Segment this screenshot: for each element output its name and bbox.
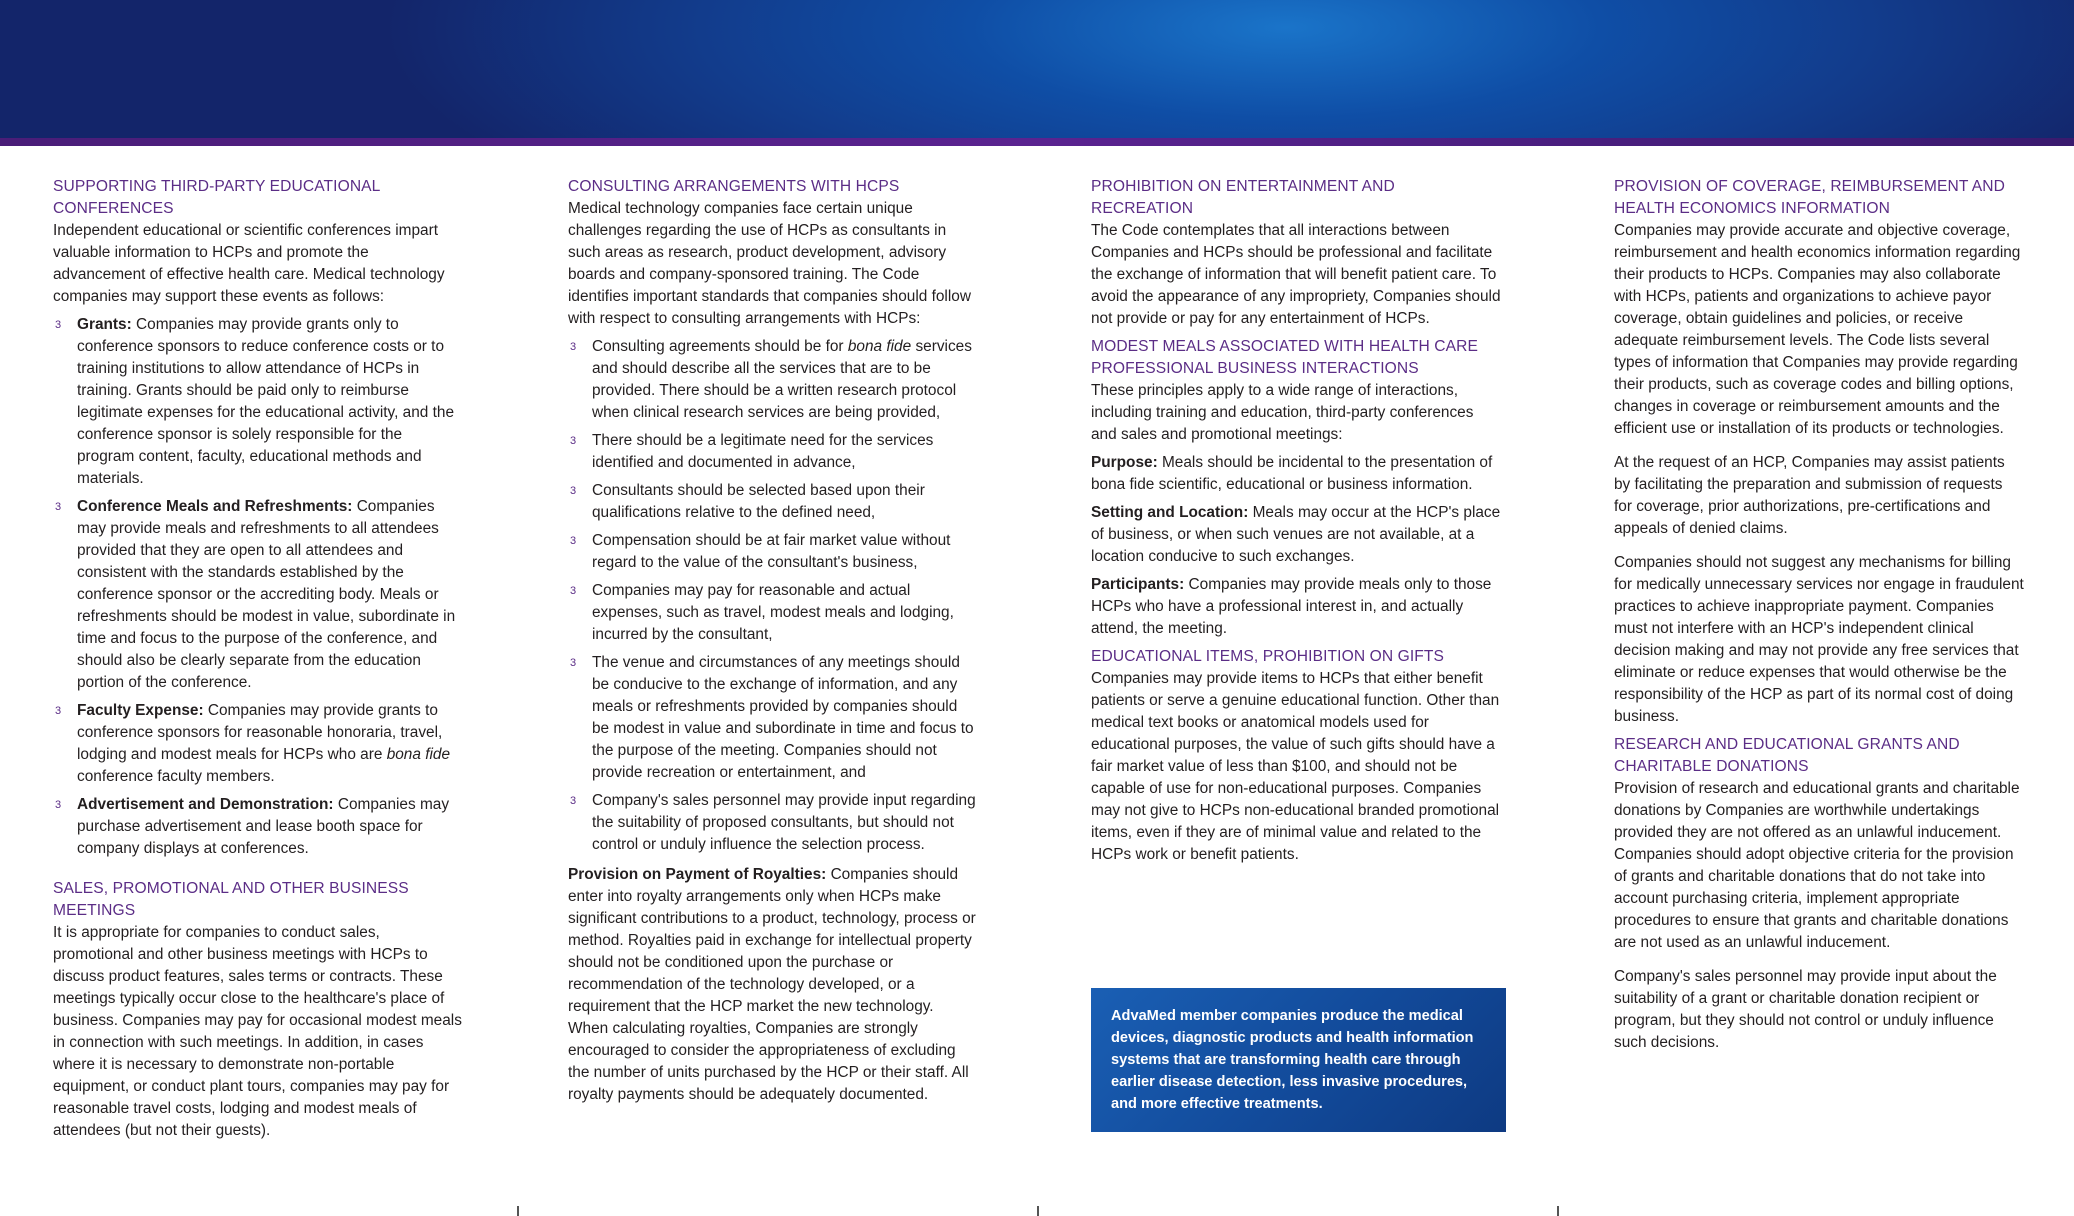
banner-stripe — [0, 138, 2074, 146]
list-item — [568, 480, 978, 524]
paragraph: Companies may provide accurate and objective coverage, reimbursement and health economics information regarding their products to HCPs. Companies may also collaborate with HCPs, patients and organizations to achieve payor coverage, obtain guidelines and policies, or receive adequate reimbursement levels. The Code lists several types of information that Companies may provide regarding their products, such as coverage codes and billing options, changes in coverage or reimbursement amounts and the efficient use or installation of its products or technologies. — [1614, 222, 2021, 437]
bullet-text: Companies may provide grants to conference sponsors for reasonable honoraria, travel, lodging and modest meals for HCPs who are — [77, 702, 443, 763]
list-item — [53, 496, 463, 694]
bullet-marker: 3 — [570, 795, 577, 807]
section-body: Companies may provide items to HCPs that either benefit patients or serve a genuine educational function. Other than medical text books or anatomical models used for educational purposes, the value of such gifts should have a fair market value of less than $100, and should not be capable of use for non-educational purposes. Companies may not give to HCPs non-educational branded promotional items, even if they are of minimal value and related to the HCPs work or benefit patients. — [1091, 670, 1500, 863]
section-heading: SALES, PROMOTIONAL AND OTHER BUSINESS MEETINGS — [53, 880, 409, 919]
meal-item — [1091, 502, 1501, 568]
meal-item-title: Participants: — [1091, 576, 1185, 593]
paragraph: Companies should not suggest any mechanisms for billing for medically unnecessary services nor engage in fraudulent practices to achieve inappropriate payment. Companies must not interfere with an HCP's independent clinical decision making and may not provide any free services that eliminate or reduce expenses that would otherwise be the responsibility of the HCP as part of its normal cost of doing business. — [1614, 554, 2024, 725]
bullet-italic: bona fide — [386, 746, 451, 763]
royalties-body: Companies should enter into royalty arrangements only when HCPs make significant contributions to a product, technology, process or method. Royalties paid in exchange for intellectual property should not be conditioned upon the purchase or recommendation of the technology developed, or a requirement that the HCP market the new technology. When calculating royalties, Companies are strongly encouraged to consider the appropriateness of excluding the number of units purchased by the HCP or their staff. All royalty payments should be adequately documented. — [568, 866, 976, 1103]
column-2 — [568, 176, 978, 1112]
list-item — [568, 580, 978, 646]
list-item — [568, 790, 978, 856]
section-body: The Code contemplates that all interactions between Companies and HCPs should be professional and facilitate the exchange of information that will benefit patient care. To avoid the appearance of any impropriety, Companies should not provide or pay for any entertainment of HCPs. — [1091, 222, 1501, 327]
meal-item-body: Companies may provide meals only to those HCPs who have a professional interest in, and actually attend, the meeting. — [1091, 576, 1492, 637]
bullet-title: Advertisement and Demonstration: — [77, 796, 334, 813]
list-item — [53, 314, 463, 490]
bullet-title: Faculty Expense: — [77, 702, 204, 719]
bullet-marker: 3 — [570, 585, 577, 597]
list-item — [568, 652, 978, 784]
paragraph: At the request of an HCP, Companies may assist patients by facilitating the preparation and submission of requests for coverage, prior authorizations, pre-certifications and appeals of denied claims. — [1614, 454, 2005, 537]
bullet-list — [53, 314, 463, 860]
royalties-title: Provision on Payment of Royalties: — [568, 866, 827, 883]
column-4 — [1614, 176, 2024, 1060]
royalties-paragraph — [568, 864, 978, 1106]
column-1 — [53, 176, 463, 1148]
bullet-marker: 3 — [55, 319, 62, 331]
section-heading: SUPPORTING THIRD-PARTY EDUCATIONAL CONFERENCES — [53, 178, 380, 217]
meal-item — [1091, 574, 1501, 640]
section-body: Medical technology companies face certain unique challenges regarding the use of HCPs as consultants in such areas as research, product development, advisory boards and company-sponsored training. The Code identifies important standards that companies should follow with respect to consulting arrangements with HCPs: — [568, 200, 971, 327]
meal-item-title: Purpose: — [1091, 454, 1158, 471]
bullet-text: Companies may purchase advertisement and lease booth space for company displays at conferences. — [77, 796, 450, 857]
page-fold-mark — [517, 1206, 519, 1216]
list-item — [53, 700, 463, 788]
bullet-title: Grants: — [77, 316, 132, 333]
paragraph: Provision of research and educational grants and charitable donations by Companies are worthwhile undertakings provided they are not offered as an unlawful inducement. Companies should adopt objective criteria for the provision of grants and charitable donations that do not take into account purchasing criteria, implement appropriate procedures to ensure that grants and charitable donations are not used as an unlawful inducement. — [1614, 780, 2020, 951]
page-fold-mark — [1037, 1206, 1039, 1216]
section-body: Independent educational or scientific conferences impart valuable information to HCPs and promote the advancement of effective health care. Medical technology companies may support these events as follows: — [53, 222, 445, 305]
section-heading: MODEST MEALS ASSOCIATED WITH HEALTH CARE PROFESSIONAL BUSINESS INTERACTIONS — [1091, 338, 1478, 377]
bullet-text: The venue and circumstances of any meetings should be conducive to the exchange of information, and any meals or refreshments provided by companies should be modest in value and subordinate in time and focus to the purpose of the meeting. Companies should not provide recreation or entertainment, and — [592, 654, 974, 781]
list-item — [568, 530, 978, 574]
bullet-marker: 3 — [570, 657, 577, 669]
bullet-text: Companies may provide grants only to conference sponsors to reduce conference costs or to training institutions to allow attendance of HCPs in training. Grants should be paid only to reimburse legitimate expenses for the educational activity, and the conference sponsor is solely responsible for the program content, faculty, educational methods and materials. — [77, 316, 455, 487]
meal-item — [1091, 452, 1501, 496]
bullet-text: Companies may pay for reasonable and actual expenses, such as travel, modest meals and lodging, incurred by the consultant, — [592, 582, 954, 643]
bullet-text: Consulting agreements should be for — [592, 338, 844, 355]
bullet-marker: 3 — [570, 341, 577, 353]
section-heading: RESEARCH AND EDUCATIONAL GRANTS AND CHARITABLE DONATIONS — [1614, 736, 1960, 775]
bullet-text: Compensation should be at fair market value without regard to the value of the consultant's business, — [592, 532, 951, 571]
meal-item-body: Meals should be incidental to the presentation of bona fide scientific, educational or business information. — [1091, 454, 1493, 493]
bullet-marker: 3 — [55, 799, 62, 811]
bullet-marker: 3 — [55, 705, 62, 717]
section-heading: PROVISION OF COVERAGE, REIMBURSEMENT AND HEALTH ECONOMICS INFORMATION — [1614, 178, 2006, 217]
bullet-list — [568, 336, 978, 856]
list-item — [53, 794, 463, 860]
bullet-text-end: services and should describe all the services that are to be provided. There should be a written research protocol when clinical research services are being provided, — [592, 338, 972, 421]
section-body: These principles apply to a wide range of interactions, including training and education, third-party conferences and sales and promotional meetings: — [1091, 382, 1474, 443]
bullet-marker: 3 — [570, 485, 577, 497]
bullet-text-end: conference faculty members. — [77, 768, 275, 785]
section-heading: EDUCATIONAL ITEMS, PROHIBITION ON GIFTS — [1091, 648, 1445, 665]
section-heading: PROHIBITION ON ENTERTAINMENT AND RECREATION — [1091, 178, 1395, 217]
callout-box: AdvaMed member companies produce the medical devices, diagnostic products and health information systems that are transforming health care through earlier disease detection, less invasive procedures, and more effective treatments. — [1091, 988, 1506, 1132]
bullet-marker: 3 — [570, 535, 577, 547]
bullet-marker: 3 — [570, 435, 577, 447]
meal-item-title: Setting and Location: — [1091, 504, 1249, 521]
paragraph: Company's sales personnel may provide input about the suitability of a grant or charitable donation recipient or program, but they should not control or unduly influence such decisions. — [1614, 968, 1997, 1051]
bullet-italic: bona fide — [847, 338, 912, 355]
list-item — [568, 430, 978, 474]
bullet-title: Conference Meals and Refreshments: — [77, 498, 353, 515]
meal-item-body: Meals may occur at the HCP's place of business, or when such venues are not available, at a location conducive to such exchanges. — [1091, 504, 1501, 565]
column-3 — [1091, 176, 1501, 872]
bullet-text: Companies may provide meals and refreshments to all attendees provided that they are open to all attendees and consistent with the standards established by the conference sponsor or the accrediting body. Meals or refreshments should be modest in value, subordinate in time and focus to the purpose of the conference, and should also be clearly separate from the education portion of the conference. — [77, 498, 456, 691]
section-body: It is appropriate for companies to conduct sales, promotional and other business meetings with HCPs to discuss product features, sales terms or contracts. These meetings typically occur close to the healthcare's place of business. Companies may pay for occasional modest meals in connection with such meetings. In addition, in cases where it is necessary to demonstrate non-portable equipment, or conduct plant tours, companies may pay for reasonable travel costs, lodging and modest meals of attendees (but not their guests). — [53, 924, 462, 1139]
bullet-text: Consultants should be selected based upon their qualifications relative to the defined need, — [592, 482, 925, 521]
list-item — [568, 336, 978, 424]
section-heading: CONSULTING ARRANGEMENTS WITH HCPS — [568, 178, 900, 195]
bullet-text: There should be a legitimate need for the services identified and documented in advance, — [592, 432, 934, 471]
page-fold-mark — [1557, 1206, 1559, 1216]
header-banner — [0, 0, 2074, 138]
bullet-text: Company's sales personnel may provide input regarding the suitability of proposed consultants, but should not control or unduly influence the selection process. — [592, 792, 976, 853]
bullet-marker: 3 — [55, 501, 62, 513]
